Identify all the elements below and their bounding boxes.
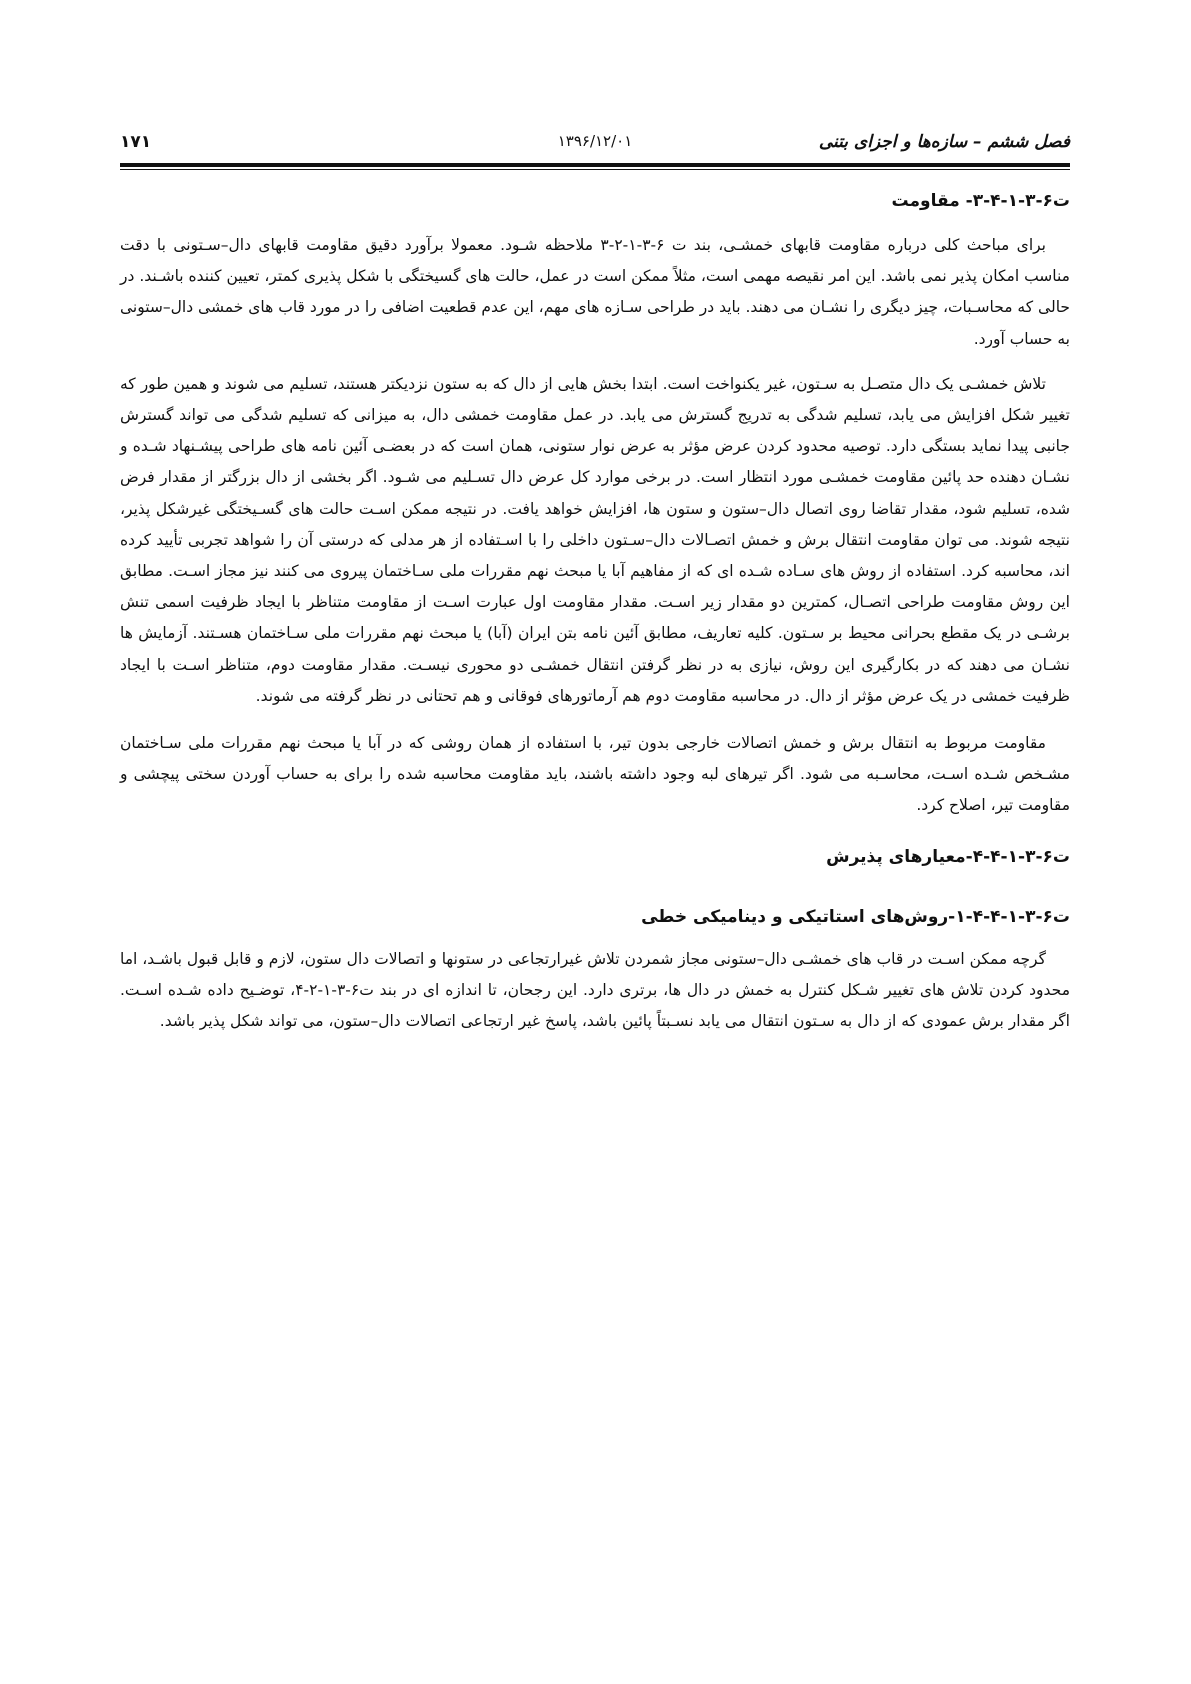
- page-number: ۱۷۱: [120, 132, 152, 152]
- header-rule-thick: [120, 163, 1070, 167]
- section-heading-strength: ت۶-۳-۱-۴-۳- مقاومت: [891, 191, 1070, 211]
- section-heading-linear-methods: ت۶-۳-۱-۴-۴-۱-روش‌های استاتیکی و دینامیکی خطی: [641, 906, 1070, 927]
- page-body: [120, 186, 1070, 1037]
- paragraph: تلاش خمشـی یک دال متصـل به سـتون، غیر یکنواخت است. ابتدا بخش هایی از دال که به ستون نزدیکتر هستند، تسلیم می شوند و همین طور که تغییر شکل افزایش می یابد، تسلیم شدگی به تدریج گسترش می یابد. در عمل مقاومت خمشی دال، به میزانی که تسلیم شدگی می تواند گسترش جانبی پیدا نماید بستگی دارد. توصیه محدود کردن عرض مؤثر به عرض نوار ستونی، همان است که در بعضـی آئین نامه های طراحی پیشـنهاد شـده و نشـان دهنده حد پائین مقاومت خمشـی مورد انتظار است. در برخی موارد کل عرض دال تسـلیم می شـود. اگر بخشی از دال بزرگتر از مقدار فرض شده، تسلیم شود، مقدار تقاضا روی اتصال دال–ستون و ستون ها، افزایش خواهد یافت. در نتیجه ممکن اسـت حالت های گسـیختگی غیرشکل پذیر، نتیجه شوند. می توان مقاومت انتقال برش و خمش اتصـالات دال–سـتون داخلی را با اسـتفاده از هر مدلی که درستی آن را شواهد تجربی تأیید کرده اند، محاسبه کرد. استفاده از روش های سـاده شـده ای که از مفاهیم آبا یا مبحث نهم مقررات ملی سـاختمان پیروی می کنند نیز مجاز اسـت. مطابق این روش مقاومت طراحی اتصـال، کمترین دو مقدار زیر اسـت. مقدار مقاومت اول عبارت اسـت از مقاومت متناظر با ایجاد ظرفیت اسمی تنش برشـی در یک مقطع بحرانی محیط بر سـتون. کلیه تعاریف، مطابق آئین نامه بتن ایران (آبا) یا مبحث نهم مقررات ملی سـاختمان هسـتند. آزمایش ها نشـان می دهند که در بکارگیری این روش، نیازی به در نظر گرفتن انتقال خمشـی دو محوری نیسـت. مقدار مقاومت دوم، متناظر اسـت با ایجاد ظرفیت خمشی در یک عرض مؤثر از دال. در محاسبه مقاومت دوم هم آرماتورهای فوقانی و هم تحتانی در نظر گرفته می شوند.: [120, 374, 1070, 705]
- header-rule-thin: [120, 169, 1070, 170]
- page-header: [120, 128, 1070, 158]
- paragraph: مقاومت مربوط به انتقال برش و خمش اتصالات خارجی بدون تیر، با استفاده از همان روشی که در آبا یا مبحث نهم مقررات ملی سـاختمان مشـخص شـده اسـت، محاسـبه می شود. اگر تیرهای لبه وجود داشته باشند، باید مقاومت محاسبه شده را برای به حساب آوردن سختی پیچشی و مقاومت تیر، اصلاح کرد.: [120, 734, 1070, 815]
- section-heading-acceptance: ت۶-۳-۱-۴-۴-معیارهای پذیرش: [826, 846, 1070, 867]
- chapter-title: فصل ششم – سازه‌ها و اجزای بتنی: [818, 132, 1070, 152]
- header-date: ۱۳۹۶/۱۲/۰۱: [557, 132, 633, 150]
- paragraph: برای مباحث کلی درباره مقاومت قابهای خمشـی، بند ت ۶-۳-۱-۲-۳ ملاحظه شـود. معمولا برآورد دقیق مقاومت قابهای دال–سـتونی با دقت مناسب امکان پذیر نمی باشد. این امر نقیصه مهمی است، مثلاً ممکن است در عمل، حالت های گسیختگی با شکل پذیری کمتر، تعیین کننده باشـند. در حالی که محاسـبات، چیز دیگری را نشـان می دهند. باید در طراحی سـازه های مهم، این عدم قطعیت اضافی را در مورد قاب های خمشی دال–ستونی به حساب آورد.: [120, 236, 1070, 348]
- paragraph: گرچه ممکن اسـت در قاب های خمشـی دال–ستونی مجاز شمردن تلاش غیرارتجاعی در ستونها و اتصالات دال ستون، لازم و قابل قبول باشـد، اما محدود کردن تلاش های تغییر شـکل کنترل به خمش در دال ها، برتری دارد. این رجحان، تا اندازه ای در بند ت۶-۳-۱-۲-۴، توضـیح داده شـده اسـت. اگر مقدار برش عمودی که از دال به سـتون انتقال می یابد نسـبتاً پائین باشد، پاسخ غیر ارتجاعی اتصالات دال–ستون، می تواند شکل پذیر باشد.: [120, 949, 1070, 1031]
